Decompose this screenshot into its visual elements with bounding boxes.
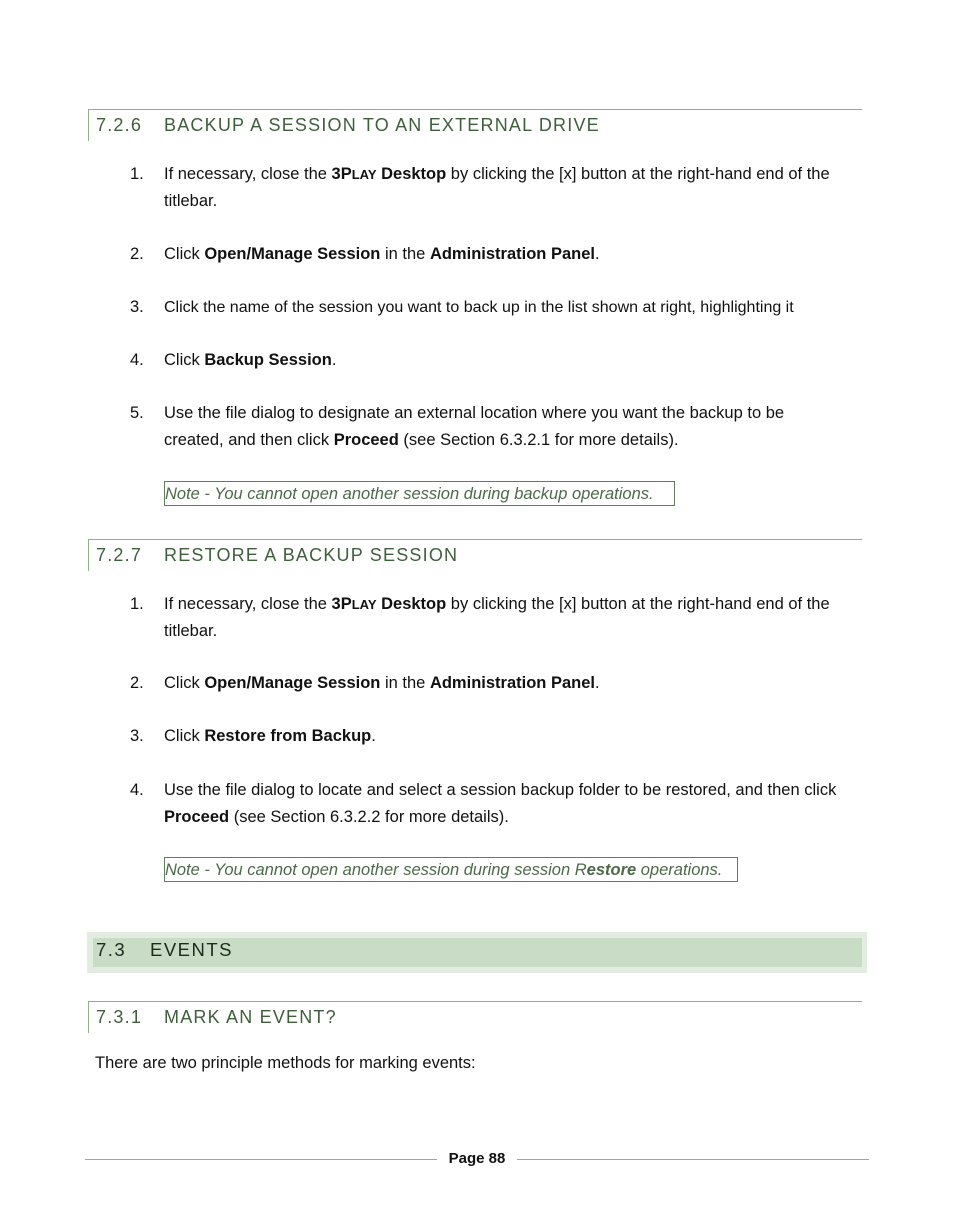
list-number: 1. <box>130 165 144 183</box>
list-number: 5. <box>130 404 144 422</box>
list-number: 2. <box>130 245 144 263</box>
list-number: 4. <box>130 351 144 369</box>
list-text: Use the file dialog to locate and select a session backup folder to be restored, and then click Proceed (see Section 6.3.2.2 for more details). <box>164 781 837 826</box>
list-number: 3. <box>130 298 144 316</box>
heading-title: BACKUP A SESSION TO AN EXTERNAL DRIVE <box>164 115 600 135</box>
list-text: Click the name of the session you want to back up in the list shown at right, highlighting it <box>164 299 794 316</box>
heading-7-2-7 <box>88 539 862 571</box>
list-text: Click Open/Manage Session in the Administration Panel. <box>164 674 600 692</box>
list-number: 2. <box>130 674 144 692</box>
footer-rule-right <box>517 1159 869 1160</box>
footer-rule-left <box>85 1159 437 1160</box>
list-number: 4. <box>130 781 144 799</box>
note-box: Note - You cannot open another session during session Restore operations. <box>164 857 738 882</box>
heading-7-2-6 <box>88 109 862 141</box>
list-text: Use the file dialog to designate an external location where you want the backup to be created, and then click Proceed (see Section 6.3.2.1 for more details). <box>164 404 785 449</box>
heading-number: 7.3 <box>96 939 127 960</box>
heading-title: EVENTS <box>150 939 234 960</box>
list-text: If necessary, close the 3PLAY Desktop by clicking the [x] button at the right-hand end of the titlebar. <box>164 595 830 640</box>
page-number: Page 88 <box>448 1150 506 1167</box>
heading-7-3-1 <box>88 1001 862 1033</box>
heading-number: 7.2.7 <box>96 545 143 565</box>
note-box: Note - You cannot open another session during backup operations. <box>164 481 675 506</box>
list-number: 1. <box>130 595 144 613</box>
list-number: 3. <box>130 727 144 745</box>
heading-number: 7.2.6 <box>96 115 143 135</box>
heading-title: MARK AN EVENT? <box>164 1007 337 1027</box>
heading-title: RESTORE A BACKUP SESSION <box>164 545 459 565</box>
list-text: Click Restore from Backup. <box>164 727 376 745</box>
list-text: Click Backup Session. <box>164 351 337 369</box>
body-paragraph: There are two principle methods for marking events: <box>95 1054 476 1072</box>
heading-number: 7.3.1 <box>96 1007 143 1027</box>
list-text: If necessary, close the 3PLAY Desktop by clicking the [x] button at the right-hand end of the titlebar. <box>164 165 830 210</box>
list-text: Click Open/Manage Session in the Administration Panel. <box>164 245 600 263</box>
